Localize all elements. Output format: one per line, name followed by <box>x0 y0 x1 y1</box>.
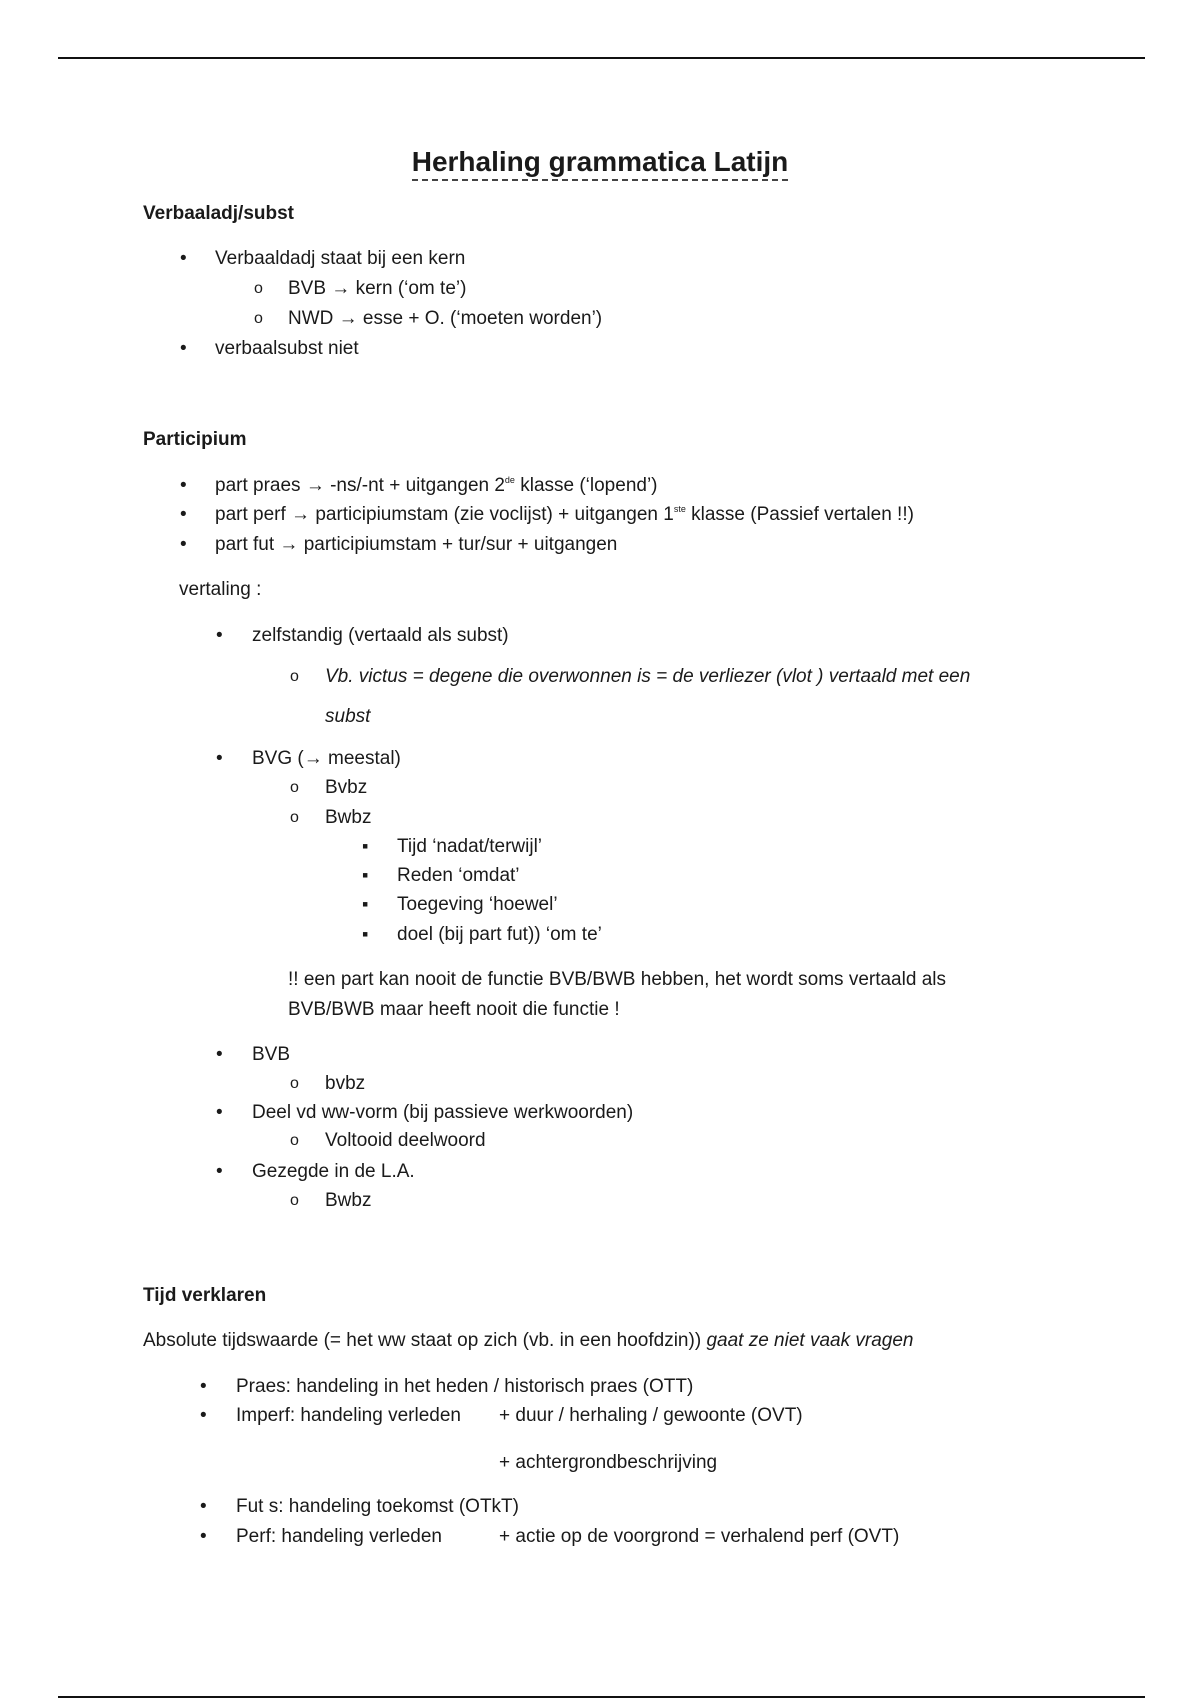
bullet-marker <box>200 1406 207 1425</box>
text-part: klasse (Passief vertalen !!) <box>685 504 914 525</box>
note-text: !! een part kan nooit de functie BVB/BWB hebben, het wordt soms vertaald als <box>288 969 946 990</box>
vertaling-label: vertaling : <box>179 579 262 600</box>
list-item: bvbz <box>325 1073 366 1094</box>
list-item-detail: + actie op de voorgrond = verhalend perf (OVT) <box>499 1526 900 1547</box>
square-marker <box>362 837 368 856</box>
list-item: Bwbz <box>325 1190 372 1211</box>
heading-verbaal: Verbaaladj/subst <box>143 203 295 224</box>
bullet-marker <box>200 1527 207 1546</box>
page-title <box>0 148 1200 176</box>
bullet-marker <box>180 505 187 524</box>
bullet-marker <box>216 1045 223 1064</box>
list-item: Reden ‘omdat’ <box>397 865 520 886</box>
absolute-tijdswaarde <box>143 1331 913 1350</box>
bullet-marker <box>216 1162 223 1181</box>
title-text: Herhaling grammatica Latijn <box>412 146 789 181</box>
list-item <box>215 505 914 524</box>
list-item: verbaalsubst niet <box>215 338 359 359</box>
text-part: Absolute tijdswaarde (= het ww staat op zich (vb. in een hoofdzin)) <box>143 1330 707 1351</box>
text-part: klasse (‘lopend’) <box>514 475 658 496</box>
example-text: Vb. victus = degene die overwonnen is = de verliezer (vlot ) vertaald met een <box>325 666 971 687</box>
heading-participium: Participium <box>143 429 247 450</box>
circle-marker: o <box>254 310 263 327</box>
bullet-marker <box>180 249 187 268</box>
list-item: BVB <box>252 1044 291 1065</box>
bullet-marker <box>200 1497 207 1516</box>
bullet-marker <box>216 626 223 645</box>
list-item: Gezegde in de L.A. <box>252 1161 415 1182</box>
list-item: Perf: handeling verleden <box>236 1526 442 1547</box>
circle-marker: o <box>290 1192 299 1209</box>
square-marker <box>362 925 368 944</box>
text-part: part perf → participiumstam (zie voclijst) + uitgangen 1 <box>215 504 674 525</box>
list-item: Tijd ‘nadat/terwijl’ <box>397 836 543 857</box>
list-item: NWD → esse + O. (‘moeten worden’) <box>288 308 603 329</box>
list-item: part fut → participiumstam + tur/sur + uitgangen <box>215 534 618 555</box>
list-item: Bvbz <box>325 777 368 798</box>
note-text: BVB/BWB maar heeft nooit die functie ! <box>288 999 620 1020</box>
circle-marker: o <box>290 809 299 826</box>
bullet-marker <box>180 339 187 358</box>
circle-marker: o <box>254 280 263 297</box>
top-rule <box>58 57 1145 59</box>
list-item: Fut s: handeling toekomst (OTkT) <box>236 1496 519 1517</box>
list-item: BVB → kern (‘om te’) <box>288 278 467 299</box>
list-item: Imperf: handeling verleden <box>236 1405 461 1426</box>
list-item: Toegeving ‘hoewel’ <box>397 894 558 915</box>
bullet-marker <box>216 749 223 768</box>
circle-marker: o <box>290 1132 299 1149</box>
list-item: zelfstandig (vertaald als subst) <box>252 625 509 646</box>
list-item: Praes: handeling in het heden / historisch praes (OTT) <box>236 1376 694 1397</box>
list-item: Verbaaldadj staat bij een kern <box>215 248 466 269</box>
circle-marker: o <box>290 779 299 796</box>
list-item: Bwbz <box>325 807 372 828</box>
list-item: doel (bij part fut)) ‘om te’ <box>397 924 602 945</box>
list-item: Voltooid deelwoord <box>325 1130 486 1151</box>
example-text: subst <box>325 706 371 727</box>
superscript: de <box>504 475 515 485</box>
list-item-detail: + duur / herhaling / gewoonte (OVT) <box>499 1405 803 1426</box>
bottom-rule <box>58 1696 1145 1698</box>
list-item-detail: + achtergrondbeschrijving <box>499 1452 718 1473</box>
list-item: Deel vd ww-vorm (bij passieve werkwoorden) <box>252 1102 634 1123</box>
italic-note: gaat ze niet vaak vragen <box>706 1330 914 1351</box>
heading-tijd: Tijd verklaren <box>143 1285 267 1306</box>
list-item: BVG (→ meestal) <box>252 748 401 769</box>
circle-marker: o <box>290 1075 299 1092</box>
bullet-marker <box>180 535 187 554</box>
bullet-marker <box>216 1103 223 1122</box>
square-marker <box>362 895 368 914</box>
square-marker <box>362 866 368 885</box>
list-item <box>215 476 658 495</box>
superscript: ste <box>673 504 686 514</box>
bullet-marker <box>180 476 187 495</box>
text-part: part praes → -ns/-nt + uitgangen 2 <box>215 475 505 496</box>
circle-marker: o <box>290 668 299 685</box>
bullet-marker <box>200 1377 207 1396</box>
